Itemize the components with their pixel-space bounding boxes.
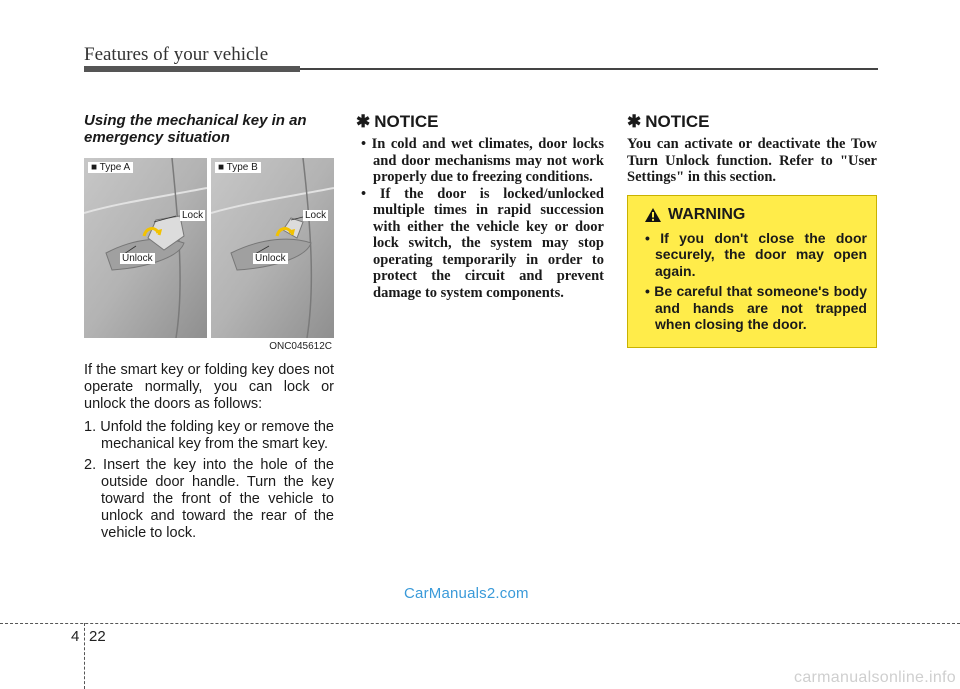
site-watermark: carmanualsonline.info xyxy=(794,669,956,686)
list-item: • If the door is locked/unlocked multiple times in rapid succession with either the vehicle key or door lock switch, the system may stop operating temporarily in order to protect the circuit and prevent damage to system components. xyxy=(356,186,604,302)
warning-list xyxy=(640,230,867,333)
figure-panel-type-a xyxy=(84,158,207,338)
intro-paragraph: If the smart key or folding key does not operate normally, you can lock or unlock the doors as follows: xyxy=(84,362,334,412)
middle-column xyxy=(356,112,604,301)
footer-divider xyxy=(84,623,85,689)
type-b-label: ■ Type B xyxy=(215,162,261,173)
header-rule xyxy=(84,66,878,72)
type-a-label: ■ Type A xyxy=(88,162,133,173)
lock-label-a: Lock xyxy=(182,210,204,221)
watermark-text: CarManuals2.com xyxy=(404,585,529,602)
page-header-title: Features of your vehicle xyxy=(84,44,269,65)
notice-heading xyxy=(356,112,604,132)
list-item: • Be careful that someone's body and hands are not trapped when closing the door. xyxy=(640,283,867,333)
left-column xyxy=(84,112,334,546)
section-heading: Using the mechanical key in an emergency situation xyxy=(84,112,307,146)
unlock-label-a: Unlock xyxy=(122,253,153,264)
lock-label-b: Lock xyxy=(305,210,327,221)
notice-title: NOTICE xyxy=(374,112,439,131)
door-handle-illustration-a xyxy=(84,158,207,338)
footer-rule xyxy=(0,623,960,624)
list-item: • In cold and wet climates, door locks and door mechanisms may not work properly due to freezing conditions. xyxy=(356,136,604,186)
notice-list xyxy=(356,136,604,301)
steps-list xyxy=(84,419,334,542)
figure-code: ONC045612C xyxy=(269,341,332,352)
warning-triangle-icon xyxy=(644,207,662,223)
list-item: • If you don't close the door securely, the door may open again. xyxy=(640,230,867,280)
door-handle-illustration-b xyxy=(211,158,334,338)
right-column xyxy=(627,112,877,348)
warning-title xyxy=(644,206,867,224)
figure-panel-type-b xyxy=(211,158,334,338)
warning-box xyxy=(627,195,877,348)
notice-star-icon: ✱ xyxy=(627,112,642,131)
notice-title: NOTICE xyxy=(645,112,710,131)
list-item: 1. Unfold the folding key or remove the mechanical key from the smart key. xyxy=(84,419,334,452)
notice-paragraph: You can activate or deactivate the Tow Turn Unlock function. Refer to "User Settings" in this section. xyxy=(627,136,877,185)
notice-heading xyxy=(627,112,877,132)
warning-title-text: WARNING xyxy=(668,205,746,223)
unlock-label-b: Unlock xyxy=(255,253,286,264)
list-item: 2. Insert the key into the hole of the outside door handle. Turn the key toward the front of the vehicle to unlock and toward the rear of the vehicle to lock. xyxy=(84,457,334,541)
chapter-number: 4 xyxy=(71,628,80,645)
page-number: 22 xyxy=(89,628,106,645)
notice-star-icon: ✱ xyxy=(356,112,371,131)
key-figure xyxy=(84,158,334,352)
